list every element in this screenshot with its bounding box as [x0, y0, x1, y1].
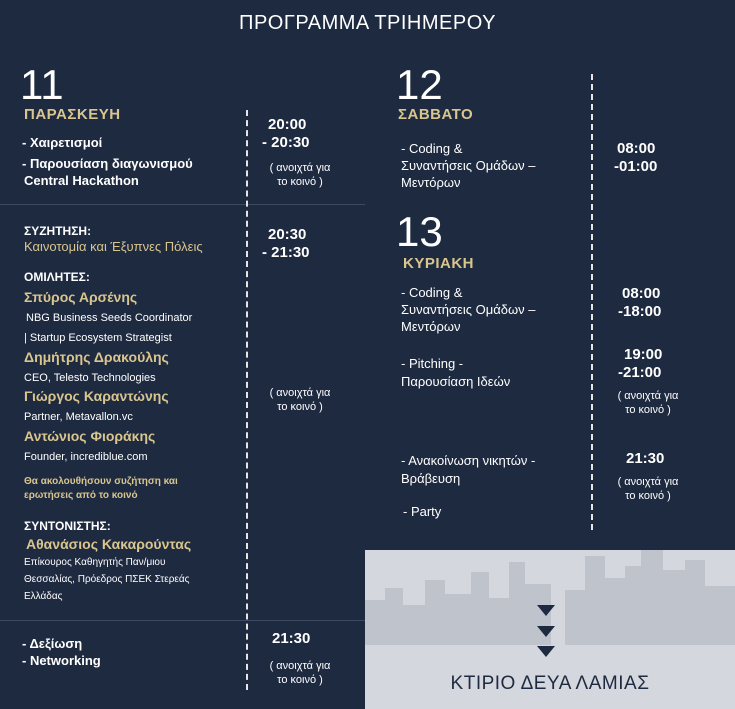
schedule-item: - Ανακοίνωση νικητών - Βράβευση — [401, 453, 536, 486]
schedule-item: - Coding & Συναντήσεις Ομάδων – Μεντόρων — [401, 141, 536, 190]
chevron-down-icon — [537, 646, 555, 657]
page-title: ΠΡΟΓΡΑΜΜΑ ΤΡΙΗΜΕΡΟΥ — [239, 12, 496, 34]
public-note: ( ανοιχτά για το κοινό ) — [269, 162, 331, 188]
time-end: -01:00 — [614, 158, 658, 175]
discussion-label: ΣΥΖΗΤΗΣΗ: — [24, 224, 92, 238]
schedule-item: - Δεξίωση — [22, 636, 83, 651]
venue-name: ΚΤΙΡΙΟ ΔΕΥΑ ΛΑΜΙΑΣ — [450, 673, 650, 694]
speaker-name: Δημήτρης Δρακούλης — [24, 349, 169, 365]
time-end: -18:00 — [618, 303, 662, 320]
public-note: ( ανοιχτά για το κοινό ) — [617, 476, 679, 502]
schedule-item: - Χαιρετισμοί — [22, 135, 103, 150]
speaker-role: CEO, Telesto Technologies — [24, 372, 156, 384]
day-name: ΚΥΡΙΑΚΗ — [403, 255, 475, 272]
speaker-role: Partner, Metavallon.vc — [24, 411, 133, 423]
time-start: 21:30 — [626, 450, 665, 467]
dashed-divider — [246, 110, 248, 690]
time-start: 08:00 — [617, 140, 656, 157]
day-number: 13 — [396, 208, 443, 255]
day-number: 12 — [396, 61, 443, 108]
venue-panel — [365, 550, 735, 709]
day-number: 11 — [20, 61, 64, 108]
day-name: ΠΑΡΑΣΚΕΥΗ — [24, 106, 121, 123]
section-divider — [0, 620, 365, 621]
public-note: ( ανοιχτά για το κοινό ) — [269, 660, 331, 686]
moderator-name: Αθανάσιος Κακαρούντας — [26, 536, 192, 552]
discussion-topic: Καινοτομία και Έξυπνες Πόλεις — [24, 239, 203, 254]
schedule-item: - Coding & Συναντήσεις Ομάδων – Μεντόρων — [401, 285, 536, 334]
schedule-item: - Networking — [22, 653, 101, 668]
public-note: ( ανοιχτά για το κοινό ) — [269, 387, 331, 413]
day-name: ΣΑΒΒΑΤΟ — [398, 106, 474, 123]
schedule-item: - Pitching - Παρουσίαση Ιδεών — [401, 356, 511, 389]
moderator-label: ΣΥΝΤΟΝΙΣΤΗΣ: — [24, 519, 111, 533]
schedule-item: - Παρουσίαση διαγωνισμού — [22, 156, 193, 171]
time-start: 21:30 — [272, 630, 311, 647]
moderator-role: Επίκουρος Καθηγητής Παν/μιου Θεσσαλίας, Πρόεδρος ΠΣΕΚ Στερεάς Ελλάδας — [24, 557, 190, 602]
speaker-name: Αντώνιος Φιοράκης — [24, 428, 156, 444]
time-start: 19:00 — [624, 346, 663, 363]
time-start: 20:30 — [268, 226, 307, 243]
followup-note: Θα ακολουθήσουν συζήτηση και ερωτήσεις από το κοινό — [24, 476, 178, 501]
dashed-divider — [591, 74, 593, 530]
time-end: - 20:30 — [262, 134, 310, 151]
section-divider — [0, 204, 365, 205]
speaker-role: Founder, incrediblue.com — [24, 451, 148, 463]
chevron-down-icon — [537, 605, 555, 616]
speaker-name: Γιώργος Καραντώνης — [24, 388, 169, 404]
chevron-down-icon — [537, 626, 555, 637]
time-start: 20:00 — [268, 116, 307, 133]
time-end: - 21:30 — [262, 244, 310, 261]
speakers-label: ΟΜΙΛΗΤΕΣ: — [24, 270, 90, 284]
speaker-name: Σπύρος Αρσένης — [24, 289, 138, 305]
time-end: -21:00 — [618, 364, 662, 381]
speaker-role: | Startup Ecosystem Strategist — [24, 332, 172, 344]
speaker-role: NBG Business Seeds Coordinator — [26, 312, 193, 324]
public-note: ( ανοιχτά για το κοινό ) — [617, 390, 679, 416]
time-start: 08:00 — [622, 285, 661, 302]
schedule-item: - Party — [403, 504, 442, 519]
schedule-item: Central Hackathon — [24, 173, 139, 188]
